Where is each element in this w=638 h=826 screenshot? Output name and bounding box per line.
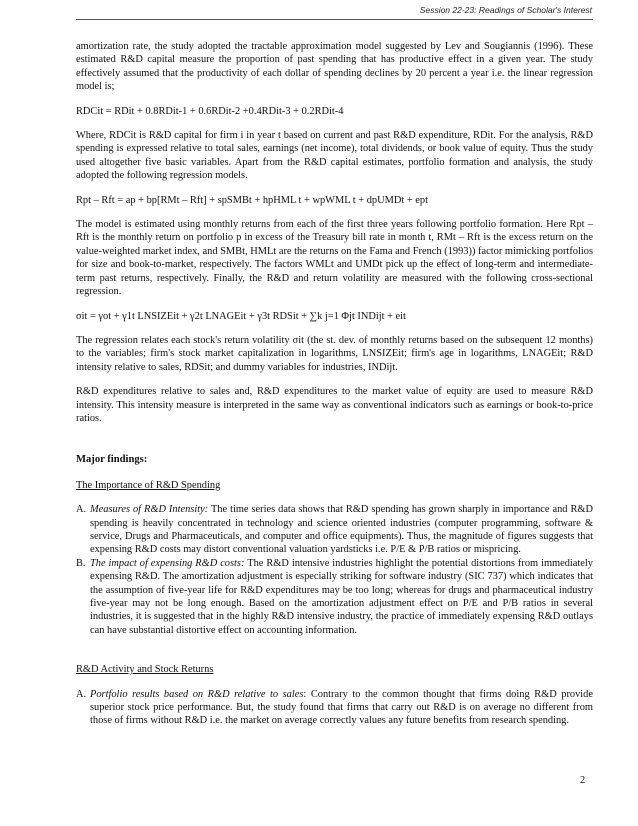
paragraph-volatility: The regression relates each stock's return volatility σit (the st. dev. of monthly returns based on the subsequent 12 months) to the variables; firm's stock market capitalization in logarithms, LNSIZEit; firm's age in logarithms, LNAGEit; R&D intensity relative to sales, RDSit; and dummy variables for industries, INDijt.: [76, 334, 593, 373]
equation-rdc: RDCit = RDit + 0.8RDit-1 + 0.6RDit-2 +0.4RDit-3 + 0.2RDit-4: [76, 105, 344, 117]
page-header: Session 22-23: Readings of Scholar's Interest: [419, 5, 592, 15]
paragraph-rd-capital: Where, RDCit is R&D capital for firm i in year t based on current and past R&D expenditure, RDit. For the analysis, R&D spending is expressed relative to total sales, earnings (net income), total dividends, or book value of equity. Thus the study used altogether five basic variables. Apart from the R&D capital estimates, portfolio formation and analysis, the study adopted the following regression models.: [76, 130, 593, 182]
equation-regression: Rpt – Rft = ap + bp[RMt – Rft] + spSMBt + hpHML t + wpWML t + dpUMDt + ept: [76, 194, 428, 206]
list-item: [76, 557, 593, 637]
list-item-title: The impact of expensing R&D costs:: [90, 557, 245, 569]
list-item: [76, 503, 593, 557]
list-item-text: The R&D intensive industries highlight the potential distortions from immediately expensing R&D. The amortization adjustment is especially striking for software industry (SIC 737) which indicates that the assumption of five-year life for R&D expenditures may be too long; whereas for drugs and pharmaceutical industry five-year may not be long enough. Based on the amortization adjustment effect on P/E and P/B ratios in several industries, it is suggested that in the highly R&D intensive industry, the practice of immediately expensing R&D outlays can have substantial distortive effect on accounting information.: [90, 557, 593, 636]
header-rule: [76, 19, 593, 20]
section-title-returns: R&D Activity and Stock Returns: [76, 664, 214, 676]
list-item-title: Portfolio results based on R&D relative to sales: [90, 688, 304, 700]
list-marker: A.: [76, 504, 87, 516]
page-number: 2: [580, 775, 586, 786]
paragraph-model-estimation: The model is estimated using monthly returns from each of the first three years following portfolio formation. Here Rpt – Rft is the monthly return on portfolio p in excess of the Treasury bill rate in month t, RMt – Rft is the excess return on the value-weighted market index, and SMBt, HMLt are the returns on the Fama and French (1993)) factor mimicking portfolios for size and book-to-market, respectively. The factors WMLt and UMDt pick up the effect of long-term and intermediate-term past returns, respectively. Finally, the R&D and return volatility are measured with the following cross-sectional regression.: [76, 219, 593, 298]
paragraph-rd-intensity: R&D expenditures relative to sales and, R&D expenditures to the market value of equity are used to measure R&D intensity. This intensity measure is interpreted in the same way as conventional indicators such as earnings or book-to-price ratios.: [76, 386, 593, 424]
list-marker: A.: [76, 688, 87, 700]
page-content: [76, 40, 593, 739]
list-item: [76, 688, 593, 728]
list-item-title: Measures of R&D Intensity:: [90, 504, 209, 516]
list-marker: B.: [76, 557, 86, 569]
major-findings-heading: Major findings:: [76, 454, 148, 466]
list-item-text: The time series data shows that R&D spending has grown sharply in importance and R&D spending is heavily concentrated in technology and science oriented industries (computer programming, software & service, Drugs and Pharmaceuticals, and computer and office equipments). Thus, the magnitude of figures suggests that expensing R&D costs may distort conventional valuation yardsticks i.e. P/E & P/B ratios or mispricing.: [90, 504, 593, 556]
list-item-text: : Contrary to the common thought that firms doing R&D provide superior stock price performance. But, the study found that firms that carry out R&D is on average no different from those of firms without R&D i.e. the market on average correctly values any future benefits from research spending.: [90, 688, 593, 727]
paragraph-amortization: amortization rate, the study adopted the tractable approximation model suggested by Lev and Sougiannis (1996). These estimated R&D capital measure the proportion of past spending that has productive effect in a given year. The study effectively assumed that the productivity of each dollar of spending declines by 20 percent a year i.e. the linear regression model is;: [76, 41, 593, 93]
section-title-importance: The Importance of R&D Spending: [76, 479, 221, 491]
importance-list: [76, 503, 593, 637]
equation-volatility: σit = γot + γ1t LNSIZEit + γ2t LNAGEit + γ3t RDSit + ∑k j=1 Φjt INDijt + eit: [76, 310, 406, 322]
returns-list: [76, 688, 593, 728]
